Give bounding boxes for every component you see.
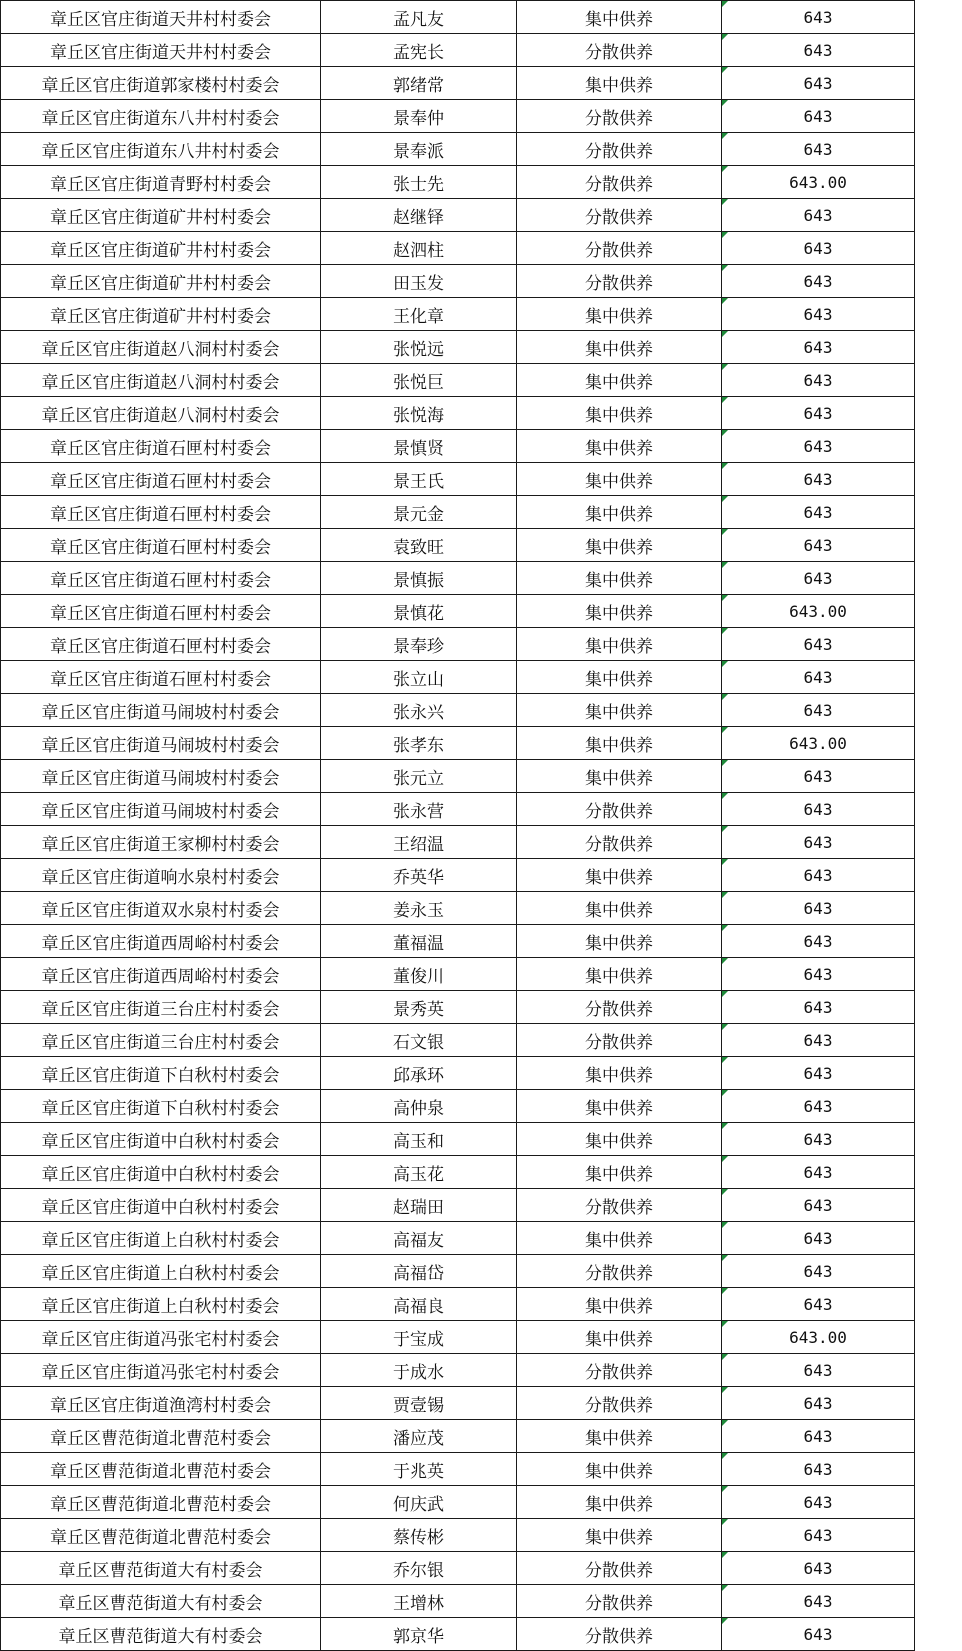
table-row	[1, 1618, 915, 1651]
person-name-cell[interactable]: 高仲泉	[321, 1090, 517, 1123]
amount-cell[interactable]: 643	[722, 1024, 915, 1057]
village-committee-cell[interactable]: 章丘区官庄街道石匣村村委会	[1, 529, 321, 562]
amount-cell[interactable]: 643	[722, 1222, 915, 1255]
amount-cell[interactable]: 643	[722, 1255, 915, 1288]
support-type-cell[interactable]: 分散供养	[517, 34, 722, 67]
support-type-cell[interactable]: 集中供养	[517, 1420, 722, 1453]
person-name-cell[interactable]: 张立山	[321, 661, 517, 694]
amount-cell[interactable]: 643	[722, 1519, 915, 1552]
village-committee-cell[interactable]: 章丘区官庄街道西周峪村村委会	[1, 958, 321, 991]
village-committee-cell[interactable]: 章丘区官庄街道渔湾村村委会	[1, 1387, 321, 1420]
support-type-cell[interactable]: 分散供养	[517, 100, 722, 133]
amount-cell[interactable]: 643	[722, 199, 915, 232]
support-type-cell[interactable]: 集中供养	[517, 694, 722, 727]
table-row	[1, 1123, 915, 1156]
amount-cell[interactable]: 643	[722, 397, 915, 430]
amount-cell[interactable]: 643	[722, 1453, 915, 1486]
table-row	[1, 67, 915, 100]
table-row	[1, 694, 915, 727]
amount-cell[interactable]: 643.00	[722, 166, 915, 199]
support-type-cell[interactable]: 集中供养	[517, 562, 722, 595]
village-committee-cell[interactable]: 章丘区官庄街道马闹坡村村委会	[1, 694, 321, 727]
amount-cell[interactable]: 643	[722, 1, 915, 34]
amount-cell[interactable]: 643	[722, 562, 915, 595]
table-row	[1, 1519, 915, 1552]
amount-cell[interactable]: 643	[722, 1618, 915, 1651]
support-type-cell[interactable]: 集中供养	[517, 760, 722, 793]
person-name-cell[interactable]: 孟宪长	[321, 34, 517, 67]
table-row	[1, 199, 915, 232]
village-committee-cell[interactable]: 章丘区官庄街道中白秋村村委会	[1, 1189, 321, 1222]
table-row	[1, 430, 915, 463]
amount-cell[interactable]: 643	[722, 364, 915, 397]
person-name-cell[interactable]: 高玉和	[321, 1123, 517, 1156]
amount-cell[interactable]: 643	[722, 1585, 915, 1618]
amount-cell[interactable]: 643	[722, 1288, 915, 1321]
table-row	[1, 100, 915, 133]
person-name-cell[interactable]: 张悦巨	[321, 364, 517, 397]
table-row	[1, 529, 915, 562]
support-type-cell[interactable]: 集中供养	[517, 925, 722, 958]
amount-cell[interactable]: 643	[722, 1123, 915, 1156]
table-row	[1, 892, 915, 925]
person-name-cell[interactable]: 景奉珍	[321, 628, 517, 661]
village-committee-cell[interactable]: 章丘区官庄街道青野村村委会	[1, 166, 321, 199]
village-committee-cell[interactable]: 章丘区官庄街道赵八洞村村委会	[1, 364, 321, 397]
person-name-cell[interactable]: 石文银	[321, 1024, 517, 1057]
village-committee-cell[interactable]: 章丘区官庄街道矿井村村委会	[1, 265, 321, 298]
support-type-cell[interactable]: 分散供养	[517, 232, 722, 265]
table-row	[1, 265, 915, 298]
support-type-cell[interactable]: 集中供养	[517, 1453, 722, 1486]
amount-cell[interactable]: 643	[722, 661, 915, 694]
support-type-cell[interactable]: 集中供养	[517, 364, 722, 397]
amount-cell[interactable]: 643	[722, 67, 915, 100]
village-committee-cell[interactable]: 章丘区官庄街道上白秋村村委会	[1, 1222, 321, 1255]
table-row	[1, 364, 915, 397]
support-type-cell[interactable]: 集中供养	[517, 892, 722, 925]
support-type-cell[interactable]: 集中供养	[517, 529, 722, 562]
amount-cell[interactable]: 643	[722, 991, 915, 1024]
village-committee-cell[interactable]: 章丘区官庄街道石匣村村委会	[1, 595, 321, 628]
support-type-cell[interactable]: 集中供养	[517, 1222, 722, 1255]
support-type-cell[interactable]: 集中供养	[517, 298, 722, 331]
person-name-cell[interactable]: 高福岱	[321, 1255, 517, 1288]
village-committee-cell[interactable]: 章丘区官庄街道三台庄村村委会	[1, 991, 321, 1024]
amount-cell[interactable]: 643	[722, 859, 915, 892]
person-name-cell[interactable]: 张士先	[321, 166, 517, 199]
amount-cell[interactable]: 643	[722, 133, 915, 166]
village-committee-cell[interactable]: 章丘区曹范街道北曹范村委会	[1, 1486, 321, 1519]
person-name-cell[interactable]: 于成水	[321, 1354, 517, 1387]
amount-cell[interactable]: 643	[722, 1387, 915, 1420]
village-committee-cell[interactable]: 章丘区官庄街道赵八洞村村委会	[1, 397, 321, 430]
amount-cell[interactable]: 643	[722, 1552, 915, 1585]
support-type-cell[interactable]: 分散供养	[517, 793, 722, 826]
village-committee-cell[interactable]: 章丘区官庄街道东八井村村委会	[1, 133, 321, 166]
amount-cell[interactable]: 643	[722, 529, 915, 562]
amount-cell[interactable]: 643	[722, 628, 915, 661]
person-name-cell[interactable]: 高福良	[321, 1288, 517, 1321]
amount-cell[interactable]: 643	[722, 1189, 915, 1222]
person-name-cell[interactable]: 景王氏	[321, 463, 517, 496]
table-row	[1, 760, 915, 793]
village-committee-cell[interactable]: 章丘区官庄街道冯张宅村村委会	[1, 1354, 321, 1387]
person-name-cell[interactable]: 景秀英	[321, 991, 517, 1024]
support-type-cell[interactable]: 分散供养	[517, 199, 722, 232]
table-row	[1, 1321, 915, 1354]
person-name-cell[interactable]: 景慎花	[321, 595, 517, 628]
table-row	[1, 232, 915, 265]
support-type-cell[interactable]: 集中供养	[517, 958, 722, 991]
support-type-cell[interactable]: 分散供养	[517, 1585, 722, 1618]
support-type-cell[interactable]: 集中供养	[517, 1123, 722, 1156]
table-row	[1, 595, 915, 628]
person-name-cell[interactable]: 于宝成	[321, 1321, 517, 1354]
village-committee-cell[interactable]: 章丘区官庄街道天井村村委会	[1, 1, 321, 34]
amount-cell[interactable]: 643	[722, 34, 915, 67]
table-row	[1, 463, 915, 496]
support-type-cell[interactable]: 集中供养	[517, 628, 722, 661]
support-type-cell[interactable]: 分散供养	[517, 166, 722, 199]
table-row	[1, 1156, 915, 1189]
support-type-cell[interactable]: 分散供养	[517, 133, 722, 166]
amount-cell[interactable]: 643	[722, 430, 915, 463]
table-row	[1, 727, 915, 760]
support-type-cell[interactable]: 分散供养	[517, 1354, 722, 1387]
table-row	[1, 34, 915, 67]
village-committee-cell[interactable]: 章丘区官庄街道石匣村村委会	[1, 496, 321, 529]
person-name-cell[interactable]: 王增林	[321, 1585, 517, 1618]
person-name-cell[interactable]: 张悦远	[321, 331, 517, 364]
person-name-cell[interactable]: 赵继铎	[321, 199, 517, 232]
table-row	[1, 166, 915, 199]
support-type-cell[interactable]: 分散供养	[517, 991, 722, 1024]
amount-cell[interactable]: 643	[722, 760, 915, 793]
person-name-cell[interactable]: 赵瑞田	[321, 1189, 517, 1222]
person-name-cell[interactable]: 景慎贤	[321, 430, 517, 463]
support-type-cell[interactable]: 集中供养	[517, 496, 722, 529]
amount-cell[interactable]: 643	[722, 298, 915, 331]
person-name-cell[interactable]: 赵泗柱	[321, 232, 517, 265]
person-name-cell[interactable]: 蔡传彬	[321, 1519, 517, 1552]
support-type-cell[interactable]: 集中供养	[517, 331, 722, 364]
amount-cell[interactable]: 643	[722, 1057, 915, 1090]
table-row	[1, 1057, 915, 1090]
village-committee-cell[interactable]: 章丘区官庄街道赵八洞村村委会	[1, 331, 321, 364]
table-row	[1, 859, 915, 892]
amount-cell[interactable]: 643	[722, 1486, 915, 1519]
table-row	[1, 496, 915, 529]
table-row	[1, 1453, 915, 1486]
table-row	[1, 1, 915, 34]
table-row	[1, 628, 915, 661]
support-type-cell[interactable]: 分散供养	[517, 1255, 722, 1288]
table-row	[1, 1024, 915, 1057]
person-name-cell[interactable]: 郭京华	[321, 1618, 517, 1651]
table-row	[1, 1387, 915, 1420]
village-committee-cell[interactable]: 章丘区官庄街道冯张宅村村委会	[1, 1321, 321, 1354]
village-committee-cell[interactable]: 章丘区官庄街道三台庄村村委会	[1, 1024, 321, 1057]
person-name-cell[interactable]: 邱承环	[321, 1057, 517, 1090]
person-name-cell[interactable]: 乔英华	[321, 859, 517, 892]
amount-cell[interactable]: 643	[722, 1156, 915, 1189]
village-committee-cell[interactable]: 章丘区官庄街道矿井村村委会	[1, 199, 321, 232]
person-name-cell[interactable]: 袁致旺	[321, 529, 517, 562]
support-type-cell[interactable]: 分散供养	[517, 1618, 722, 1651]
village-committee-cell[interactable]: 章丘区官庄街道马闹坡村村委会	[1, 727, 321, 760]
support-type-cell[interactable]: 集中供养	[517, 1519, 722, 1552]
table-row	[1, 1222, 915, 1255]
amount-cell[interactable]: 643	[722, 892, 915, 925]
support-type-cell[interactable]: 集中供养	[517, 1321, 722, 1354]
village-committee-cell[interactable]: 章丘区官庄街道上白秋村村委会	[1, 1288, 321, 1321]
amount-cell[interactable]: 643	[722, 1090, 915, 1123]
support-type-cell[interactable]: 集中供养	[517, 463, 722, 496]
support-type-cell[interactable]: 集中供养	[517, 1090, 722, 1123]
table-row	[1, 925, 915, 958]
amount-cell[interactable]: 643.00	[722, 727, 915, 760]
village-committee-cell[interactable]: 章丘区官庄街道石匣村村委会	[1, 463, 321, 496]
table-row	[1, 1552, 915, 1585]
table-row	[1, 958, 915, 991]
support-type-cell[interactable]: 集中供养	[517, 595, 722, 628]
support-type-cell[interactable]: 集中供养	[517, 430, 722, 463]
support-type-cell[interactable]: 集中供养	[517, 727, 722, 760]
amount-cell[interactable]: 643	[722, 1420, 915, 1453]
support-type-cell[interactable]: 集中供养	[517, 1486, 722, 1519]
support-type-cell[interactable]: 集中供养	[517, 67, 722, 100]
support-type-cell[interactable]: 集中供养	[517, 1156, 722, 1189]
village-committee-cell[interactable]: 章丘区官庄街道下白秋村村委会	[1, 1090, 321, 1123]
village-committee-cell[interactable]: 章丘区曹范街道大有村委会	[1, 1585, 321, 1618]
amount-cell[interactable]: 643	[722, 1354, 915, 1387]
person-name-cell[interactable]: 景元金	[321, 496, 517, 529]
support-type-cell[interactable]: 集中供养	[517, 1, 722, 34]
amount-cell[interactable]: 643.00	[722, 595, 915, 628]
person-name-cell[interactable]: 张永营	[321, 793, 517, 826]
person-name-cell[interactable]: 于兆英	[321, 1453, 517, 1486]
table-row	[1, 397, 915, 430]
support-type-cell[interactable]: 分散供养	[517, 1189, 722, 1222]
person-name-cell[interactable]: 董福温	[321, 925, 517, 958]
amount-cell[interactable]: 643	[722, 826, 915, 859]
village-committee-cell[interactable]: 章丘区官庄街道郭家楼村村委会	[1, 67, 321, 100]
village-committee-cell[interactable]: 章丘区官庄街道石匣村村委会	[1, 628, 321, 661]
table-row	[1, 1255, 915, 1288]
village-committee-cell[interactable]: 章丘区官庄街道矿井村村委会	[1, 298, 321, 331]
table-row	[1, 331, 915, 364]
village-committee-cell[interactable]: 章丘区官庄街道石匣村村委会	[1, 430, 321, 463]
table-row	[1, 826, 915, 859]
person-name-cell[interactable]: 乔尔银	[321, 1552, 517, 1585]
person-name-cell[interactable]: 王绍温	[321, 826, 517, 859]
person-name-cell[interactable]: 王化章	[321, 298, 517, 331]
amount-cell[interactable]: 643	[722, 463, 915, 496]
person-name-cell[interactable]: 贾壹锡	[321, 1387, 517, 1420]
person-name-cell[interactable]: 张永兴	[321, 694, 517, 727]
amount-cell[interactable]: 643.00	[722, 1321, 915, 1354]
person-name-cell[interactable]: 何庆武	[321, 1486, 517, 1519]
village-committee-cell[interactable]: 章丘区官庄街道双水泉村村委会	[1, 892, 321, 925]
village-committee-cell[interactable]: 章丘区官庄街道东八井村村委会	[1, 100, 321, 133]
village-committee-cell[interactable]: 章丘区官庄街道中白秋村村委会	[1, 1123, 321, 1156]
table-row	[1, 793, 915, 826]
amount-cell[interactable]: 643	[722, 496, 915, 529]
person-name-cell[interactable]: 高福友	[321, 1222, 517, 1255]
amount-cell[interactable]: 643	[722, 925, 915, 958]
village-committee-cell[interactable]: 章丘区曹范街道北曹范村委会	[1, 1519, 321, 1552]
table-row	[1, 1585, 915, 1618]
village-committee-cell[interactable]: 章丘区官庄街道响水泉村村委会	[1, 859, 321, 892]
village-committee-cell[interactable]: 章丘区官庄街道石匣村村委会	[1, 661, 321, 694]
village-committee-cell[interactable]: 章丘区官庄街道石匣村村委会	[1, 562, 321, 595]
person-name-cell[interactable]: 景奉仲	[321, 100, 517, 133]
support-type-cell[interactable]: 分散供养	[517, 1552, 722, 1585]
support-type-cell[interactable]: 分散供养	[517, 1387, 722, 1420]
village-committee-cell[interactable]: 章丘区官庄街道马闹坡村村委会	[1, 793, 321, 826]
village-committee-cell[interactable]: 章丘区曹范街道北曹范村委会	[1, 1420, 321, 1453]
support-type-cell[interactable]: 集中供养	[517, 397, 722, 430]
roster-table-body	[1, 1, 915, 1651]
amount-cell[interactable]: 643	[722, 100, 915, 133]
table-row	[1, 1486, 915, 1519]
person-name-cell[interactable]: 潘应茂	[321, 1420, 517, 1453]
support-type-cell[interactable]: 分散供养	[517, 1024, 722, 1057]
table-row	[1, 298, 915, 331]
village-committee-cell[interactable]: 章丘区官庄街道中白秋村村委会	[1, 1156, 321, 1189]
table-row	[1, 991, 915, 1024]
person-name-cell[interactable]: 郭绪常	[321, 67, 517, 100]
support-type-cell[interactable]: 集中供养	[517, 661, 722, 694]
support-type-cell[interactable]: 分散供养	[517, 826, 722, 859]
person-name-cell[interactable]: 姜永玉	[321, 892, 517, 925]
amount-cell[interactable]: 643	[722, 793, 915, 826]
village-committee-cell[interactable]: 章丘区官庄街道矿井村村委会	[1, 232, 321, 265]
village-committee-cell[interactable]: 章丘区官庄街道上白秋村村委会	[1, 1255, 321, 1288]
village-committee-cell[interactable]: 章丘区官庄街道马闹坡村村委会	[1, 760, 321, 793]
table-row	[1, 562, 915, 595]
person-name-cell[interactable]: 董俊川	[321, 958, 517, 991]
support-type-cell[interactable]: 集中供养	[517, 859, 722, 892]
person-name-cell[interactable]: 张悦海	[321, 397, 517, 430]
person-name-cell[interactable]: 田玉发	[321, 265, 517, 298]
person-name-cell[interactable]: 张孝东	[321, 727, 517, 760]
village-committee-cell[interactable]: 章丘区曹范街道大有村委会	[1, 1618, 321, 1651]
village-committee-cell[interactable]: 章丘区官庄街道王家柳村村委会	[1, 826, 321, 859]
person-name-cell[interactable]: 景慎振	[321, 562, 517, 595]
village-committee-cell[interactable]: 章丘区曹范街道大有村委会	[1, 1552, 321, 1585]
amount-cell[interactable]: 643	[722, 265, 915, 298]
village-committee-cell[interactable]: 章丘区官庄街道下白秋村村委会	[1, 1057, 321, 1090]
table-row	[1, 1288, 915, 1321]
village-committee-cell[interactable]: 章丘区官庄街道西周峪村村委会	[1, 925, 321, 958]
person-name-cell[interactable]: 张元立	[321, 760, 517, 793]
amount-cell[interactable]: 643	[722, 958, 915, 991]
table-row	[1, 661, 915, 694]
table-row	[1, 1189, 915, 1222]
table-row	[1, 1420, 915, 1453]
amount-cell[interactable]: 643	[722, 694, 915, 727]
table-row	[1, 1090, 915, 1123]
amount-cell[interactable]: 643	[722, 232, 915, 265]
support-type-cell[interactable]: 集中供养	[517, 1057, 722, 1090]
person-name-cell[interactable]: 高玉花	[321, 1156, 517, 1189]
table-row	[1, 133, 915, 166]
support-type-cell[interactable]: 分散供养	[517, 265, 722, 298]
person-name-cell[interactable]: 孟凡友	[321, 1, 517, 34]
amount-cell[interactable]: 643	[722, 331, 915, 364]
person-name-cell[interactable]: 景奉派	[321, 133, 517, 166]
table-row	[1, 1354, 915, 1387]
village-committee-cell[interactable]: 章丘区曹范街道北曹范村委会	[1, 1453, 321, 1486]
village-committee-cell[interactable]: 章丘区官庄街道天井村村委会	[1, 34, 321, 67]
support-type-cell[interactable]: 集中供养	[517, 1288, 722, 1321]
